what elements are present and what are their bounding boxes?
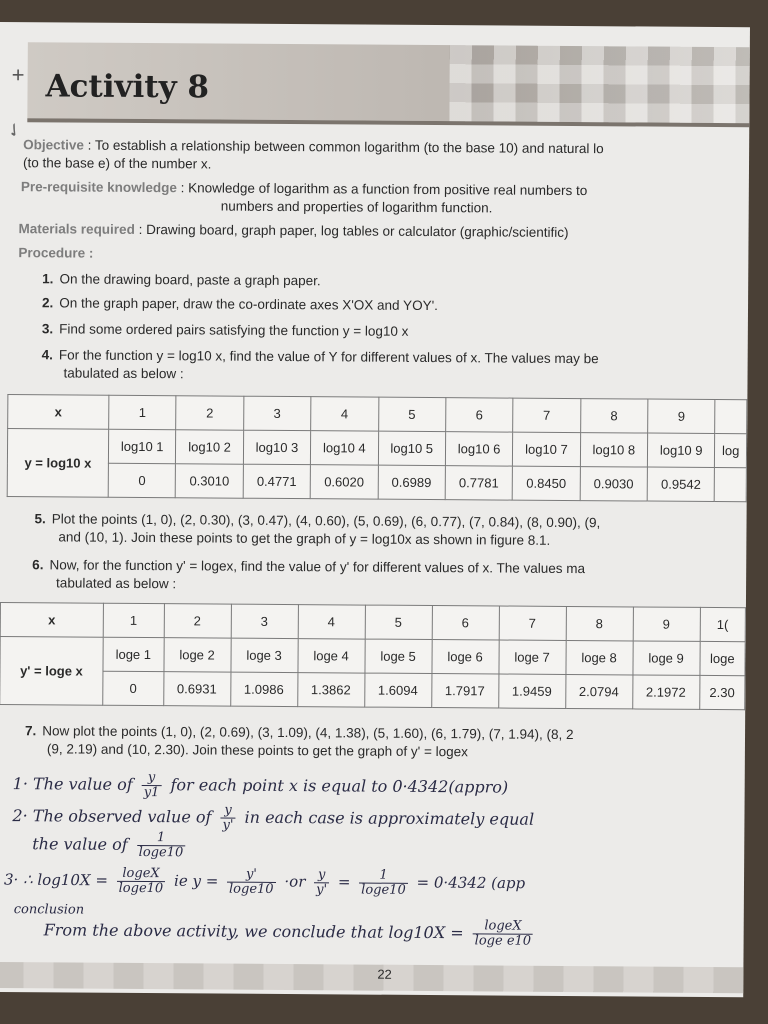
fraction [220,804,235,833]
x-cell: 5 [378,397,446,431]
log-cell: log10 3 [243,430,311,464]
table-row [7,429,746,468]
prereq-text: : Knowledge of logarithm as a function from positive real numbers to [176,180,588,199]
frac-den: y1 [143,785,160,801]
frac-den: y' [222,817,234,833]
log-cell: loge 4 [297,639,364,673]
step-4-text: For the function y = log10 x, find the value of Y for different values of x. The values may be [58,347,599,367]
step-6-text-2: tabulated as below : [56,575,177,592]
log-cell: loge 7 [498,640,565,674]
x-cell: 2 [164,604,231,638]
value-cell: 1.0986 [230,672,297,706]
value-cell: 0.9542 [647,467,715,501]
step-5-number: 5. [34,511,46,527]
header-pattern [449,45,750,123]
frac-num: y [314,868,329,883]
frac-den: loge e10 [474,933,532,949]
frac-num: logeX [117,867,166,882]
x-cell: 9 [633,607,700,641]
step-1-text: On the drawing board, paste a graph paper. [59,271,321,289]
step-5-text-2: and (10, 1). Join these points to get the graph of y = log10x as shown in figure 8.1. [58,529,551,548]
value-cell: 1.6094 [364,673,431,707]
fraction [314,868,329,897]
value-cell: 0.6020 [310,465,378,499]
objective-text-2: (to the base e) of the number x. [22,155,212,172]
log-cell: log10 4 [311,431,379,465]
log-cell: log10 2 [176,430,244,464]
table-row [0,603,745,642]
value-cell: 2.1972 [632,675,699,709]
value-cell [715,468,747,502]
x-cell: 2 [176,396,244,430]
footer-band [0,962,743,993]
handwritten-line-6 [44,916,538,948]
log-cell: loge 8 [565,640,632,674]
step-4-text-2: tabulated as below : [63,365,184,382]
x-cell [715,400,747,434]
log-cell: log [715,434,747,468]
frac-num: 1 [359,869,408,884]
x-cell: 7 [513,398,581,432]
objective [23,136,743,177]
x-cell: 3 [231,604,298,638]
log-cell: log10 6 [445,432,513,466]
page-number: 22 [377,966,392,982]
step-6-number: 6. [32,557,44,573]
step-2-text: On the graph paper, draw the co-ordinate axes X'OX and YOY'. [59,295,438,314]
frac-num: y [142,771,162,786]
step-5-text: Plot the points (1, 0), (2, 0.30), (3, 0.47), (4, 0.60), (5, 0.69), (6, 0.77), (7, 0.84), (8, 0.90), (9, [51,511,601,531]
prerequisite [21,178,741,219]
step-4-number: 4. [41,347,53,363]
x-cell: 7 [499,606,566,640]
frac-den: loge10 [361,882,406,898]
fraction [117,867,166,896]
value-cell: 0.7781 [445,466,513,500]
materials-text: : Drawing board, graph paper, log tables or calculator (graphic/scientific) [134,221,569,240]
x-cell: 4 [298,605,365,639]
x-cell: 8 [580,399,648,433]
log-cell: loge 5 [364,639,431,673]
step-3-number: 3. [41,321,54,337]
procedure-label: Procedure : [18,245,94,261]
materials-label: Materials required [18,221,135,237]
hw-3a: the value of [32,834,128,854]
log-cell: loge 1 [103,637,164,671]
step-4 [41,346,741,387]
value-cell: 0.4771 [243,464,311,498]
value-cell: 0 [108,463,176,497]
fraction [473,919,534,948]
log-cell: log10 7 [513,432,581,466]
value-cell: 0.6931 [163,672,230,706]
activity-title: Activity 8 [45,68,210,106]
log-cell: log10 8 [580,433,648,467]
frac-den: loge10 [228,881,274,897]
frac-num: 1 [137,831,186,846]
fraction [227,868,276,897]
hw-1a: 1· The value of [12,774,133,794]
plus-mark: + [11,62,25,88]
step-7-number: 7. [25,723,37,739]
hw-6a: From the above activity, we conclude that log10X = [43,920,464,943]
objective-text: : To establish a relationship between common logarithm (to the base 10) and natural lo [83,137,604,157]
step-7 [25,722,745,763]
hw-4c: ·or [284,872,306,891]
hw-4-num: 3· [3,870,19,889]
log-cell: loge 3 [230,638,297,672]
materials [18,220,738,243]
document-page [0,22,750,997]
handwritten-line-3 [32,830,189,860]
hw-4e: = 0·4342 (app [416,873,526,893]
table-row [8,395,747,434]
log-cell: loge 9 [632,641,699,675]
value-cell: 0.8450 [512,466,580,500]
fraction [359,869,408,898]
value-cell: 0.3010 [176,464,244,498]
x-cell: 6 [446,398,514,432]
handwritten-line-4 [4,866,525,899]
conclusion-label: conclusion [13,902,85,918]
value-cell: 1.9459 [498,674,565,708]
prereq-label: Pre-requisite knowledge [20,179,177,196]
x-cell: 4 [311,397,379,431]
table-row [0,637,745,676]
x-cell: 6 [432,606,499,640]
fraction [137,831,186,860]
log-cell: loge 6 [431,640,498,674]
prereq-text-2: numbers and properties of logarithm function. [220,198,493,216]
log10-table [7,394,748,502]
value-cell: 1.7917 [431,674,498,708]
hw-2b: in each case is approximately equal [244,807,535,829]
hw-4d: = [337,872,351,891]
x-header: x [0,603,103,638]
x-header: x [8,395,109,430]
log-cell: log10 1 [108,429,176,463]
step-3-text: Find some ordered pairs satisfying the function y = log10 x [59,321,409,339]
loge-table [0,602,746,710]
value-cell: 2.30 [699,675,745,709]
x-cell: 5 [365,605,432,639]
frac-num: y [221,804,236,819]
value-cell: 1.3862 [297,673,364,707]
hw-4a: ∴ log10X = [23,870,109,890]
step-6-text: Now, for the function y' = logex, find the value of y' for different values of x. The values ma [49,557,586,577]
step-1-number: 1. [42,271,54,287]
step-5 [34,510,744,551]
value-cell: 0.6989 [378,465,446,499]
hw-1b: for each point x is equal to 0·4342(appro) [170,775,509,797]
step-2 [42,294,438,315]
fraction [142,771,162,800]
frac-num: y' [227,868,276,883]
y-header: y' = loge x [0,637,103,706]
x-cell: 1( [700,607,746,641]
hw-4b: ie y = [173,871,219,891]
frac-den: loge10 [138,844,184,861]
tick-mark-icon: ✓ [2,117,27,143]
log-cell: loge [699,641,745,675]
step-2-number: 2. [41,295,54,311]
step-1 [42,270,321,290]
x-cell: 9 [648,399,716,433]
table-row [0,671,745,710]
step-7-text-2: (9, 2.19) and (10, 2.30). Join these points to get the graph of y' = logex [46,741,468,760]
value-cell: 0 [103,671,164,705]
hw-2a: 2· The observed value of [12,806,212,827]
objective-label: Objective [23,137,84,153]
value-cell: 0.9030 [580,467,648,501]
frac-den: y' [316,882,328,898]
handwritten-line-1 [13,770,509,802]
y-header: y = log10 x [7,429,108,498]
x-cell: 1 [103,603,164,637]
step-3 [42,320,409,341]
value-cell: 2.0794 [565,674,632,708]
x-cell: 1 [109,395,177,429]
log-cell: log10 5 [378,431,446,465]
step-7-text: Now plot the points (1, 0), (2, 0.69), (3, 1.09), (4, 1.38), (5, 1.60), (6, 1.79), (7, 1.94), (8, 2 [42,723,574,743]
x-cell: 3 [243,396,311,430]
table-row [7,463,746,502]
log-cell: loge 2 [163,638,230,672]
x-cell: 8 [566,606,633,640]
frac-num: logeX [473,919,533,934]
step-6 [32,556,742,597]
log-cell: log10 9 [647,433,715,467]
frac-den: loge10 [118,880,164,897]
